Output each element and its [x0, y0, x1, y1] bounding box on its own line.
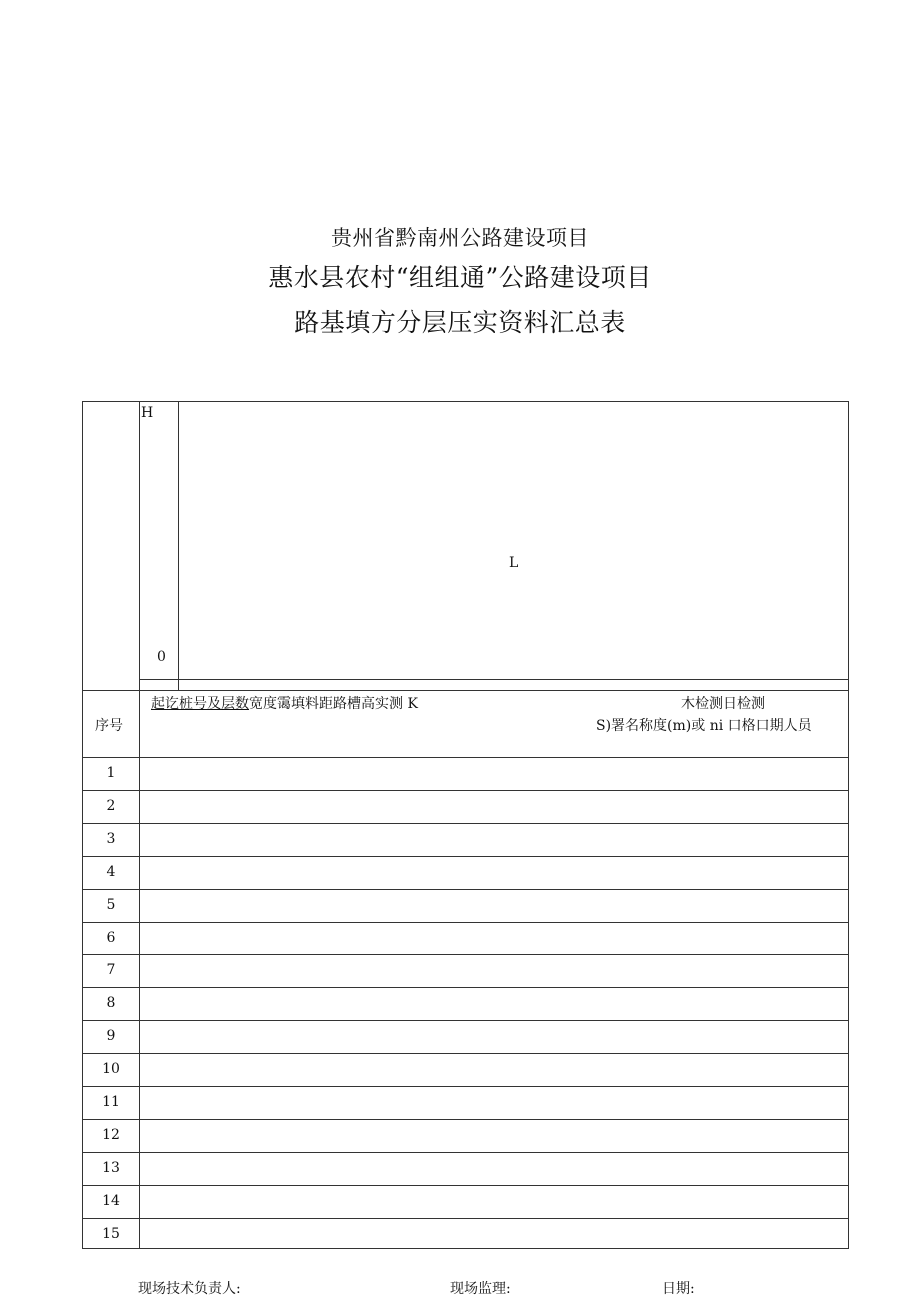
seq-column-divider	[139, 402, 140, 1248]
row-number: 9	[106, 1028, 116, 1044]
row-divider	[83, 987, 848, 988]
row-divider	[83, 1218, 848, 1219]
row-divider	[83, 1020, 848, 1021]
row-number: 12	[102, 1127, 120, 1143]
row-divider	[83, 1185, 848, 1186]
project-title-province: 贵州省黔南州公路建设项目	[331, 226, 589, 250]
row-divider	[83, 757, 848, 758]
row-number: 15	[102, 1226, 120, 1242]
column-headers-middle: 宽度霭填料距路槽高实测 K	[249, 696, 418, 712]
footer-supervisor-label: 现场监理:	[450, 1281, 511, 1297]
row-divider	[83, 1053, 848, 1054]
row-divider	[83, 790, 848, 791]
row-number: 13	[102, 1160, 120, 1176]
column-headers-row1-right: 木检测日检测	[681, 696, 765, 712]
column-header-station: 起讫桩号及层数	[151, 696, 249, 712]
row-number: 4	[106, 864, 116, 880]
summary-table	[82, 401, 849, 1249]
diagram-baseline	[139, 679, 848, 680]
row-number: 7	[106, 962, 116, 978]
row-divider	[83, 1086, 848, 1087]
row-divider	[83, 1119, 848, 1120]
seq-header: 序号	[95, 718, 123, 734]
row-number: 10	[102, 1061, 120, 1077]
row-number: 11	[102, 1094, 120, 1110]
row-divider	[83, 1152, 848, 1153]
project-title-county: 惠水县农村“组组通”公路建设项目	[268, 263, 652, 292]
column-headers-row2: S)署名称度(m)或 ni 口格口期人员	[596, 718, 812, 734]
row-number: 14	[102, 1193, 120, 1209]
row-divider	[83, 889, 848, 890]
row-number: 8	[106, 995, 116, 1011]
row-divider	[83, 856, 848, 857]
row-number: 1	[106, 765, 116, 781]
row-divider	[83, 823, 848, 824]
row-number: 2	[106, 798, 116, 814]
row-number: 6	[106, 930, 116, 946]
diagram-h-axis-line	[178, 402, 179, 690]
column-headers-row1	[151, 696, 418, 712]
diagram-label-h: H	[141, 405, 154, 421]
form-title: 路基填方分层压实资料汇总表	[294, 308, 626, 337]
footer-tech-lead-label: 现场技术负责人:	[138, 1281, 241, 1297]
row-number: 3	[106, 831, 116, 847]
diagram-label-zero: 0	[157, 649, 166, 665]
diagram-bottom-border	[83, 690, 848, 691]
row-divider	[83, 922, 848, 923]
row-divider	[83, 954, 848, 955]
footer-date-label: 日期:	[662, 1281, 695, 1297]
diagram-label-l: L	[509, 555, 519, 571]
row-number: 5	[106, 897, 116, 913]
